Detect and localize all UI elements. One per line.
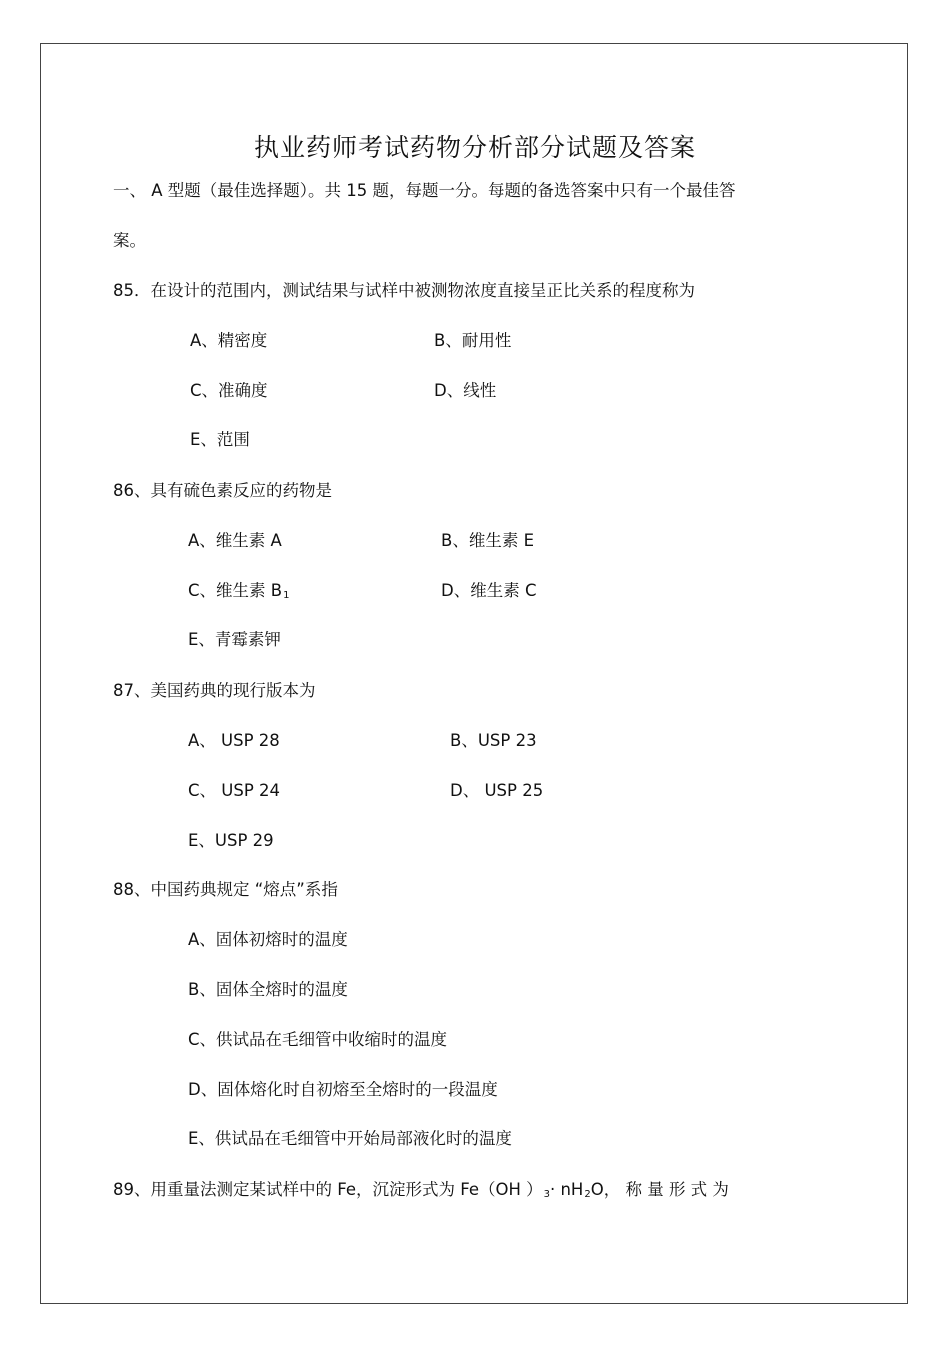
question-88-option-b: B、固体全熔时的温度	[188, 980, 348, 999]
question-85-stem: 85．在设计的范围内，测试结果与试样中被测物浓度直接呈正比关系的程度称为	[113, 281, 695, 300]
question-87-option-a: A、 USP 28	[188, 731, 280, 750]
document-title: 执业药师考试药物分析部分试题及答案	[253, 133, 696, 162]
question-85-option-a: A、精密度	[190, 331, 268, 350]
question-89-stem-part3: O， 称 量 形 式 为	[590, 1180, 729, 1199]
question-89-subscript-2: 2	[584, 1189, 591, 1200]
question-85-option-c: C、准确度	[190, 381, 268, 400]
question-89-stem-part1: 89、用重量法测定某试样中的 Fe，沉淀形式为 Fe（OH ）	[113, 1180, 543, 1199]
question-89-stem-part2: · nH	[549, 1180, 584, 1199]
page-border	[40, 43, 908, 1304]
question-88-option-d: D、固体熔化时自初熔至全熔时的一段温度	[188, 1080, 498, 1099]
question-88-option-e: E、供试品在毛细管中开始局部液化时的温度	[188, 1129, 512, 1148]
question-87-option-e: E、USP 29	[188, 831, 274, 850]
question-89-subscript-3: 3	[543, 1189, 550, 1200]
question-86-option-a: A、维生素 A	[188, 531, 282, 550]
question-87-option-c: C、 USP 24	[188, 781, 281, 800]
question-87-stem: 87、美国药典的现行版本为	[113, 681, 316, 700]
question-86-option-c	[188, 583, 289, 601]
question-89-stem	[113, 1182, 729, 1200]
question-86-option-d: D、维生素 C	[441, 581, 537, 600]
question-86-option-c-text: C、维生素 B	[188, 581, 283, 600]
question-86-option-c-subscript: 1	[283, 590, 290, 601]
section-intro-line1: 一、 A 型题（最佳选择题）。共 15 题，每题一分。每题的备选答案中只有一个最佳答	[113, 181, 736, 200]
question-88-option-a: A、固体初熔时的温度	[188, 930, 348, 949]
question-85-option-b: B、耐用性	[434, 331, 512, 350]
question-87-option-d: D、 USP 25	[450, 781, 544, 800]
question-87-option-b: B、USP 23	[450, 731, 537, 750]
question-88-option-c: C、供试品在毛细管中收缩时的温度	[188, 1030, 448, 1049]
question-85-option-e: E、范围	[190, 430, 250, 449]
question-86-option-e: E、青霉素钾	[188, 630, 281, 649]
question-85-option-d: D、线性	[434, 381, 497, 400]
question-86-stem: 86、具有硫色素反应的药物是	[113, 481, 332, 500]
question-88-stem: 88、中国药典规定 “熔点”系指	[113, 880, 338, 899]
section-intro-line2: 案。	[113, 231, 146, 250]
question-86-option-b: B、维生素 E	[441, 531, 534, 550]
